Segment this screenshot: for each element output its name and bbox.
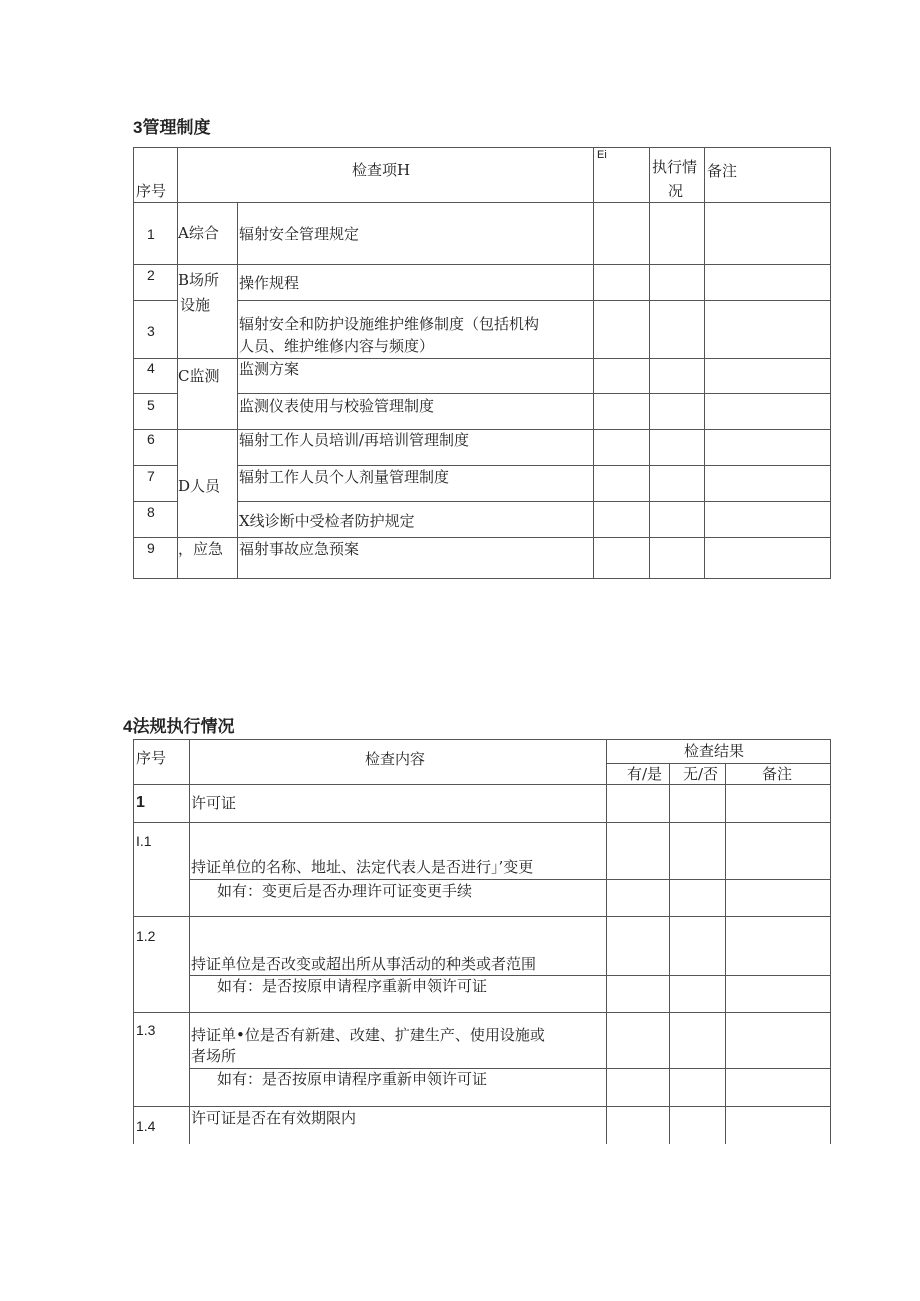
section3-title: 3管理制度 xyxy=(133,118,211,137)
row-text: 辐射安全管理规定 xyxy=(239,225,360,243)
row-text-line2: 者场所 xyxy=(191,1047,237,1065)
row-text-line2: 人员、维护维修内容与频度） xyxy=(239,337,435,355)
row-text: X线诊断中受检者防护规定 xyxy=(239,512,415,530)
row-seq: 1.4 xyxy=(136,1118,156,1134)
category-d: D人员 xyxy=(178,477,221,495)
header-check-content: 检查内容 xyxy=(365,750,426,768)
row-text: 监测仪表使用与校验管理制度 xyxy=(239,397,435,415)
row-seq: 7 xyxy=(147,468,155,484)
header-yes: 有/是 xyxy=(627,765,663,783)
row-text-line1: 辐射安全和防护设施维护维修制度（包括机构 xyxy=(239,315,540,333)
row-text: 持证单位是否改变或超出所从事活动的种类或者范围 xyxy=(191,955,537,973)
category-c: C监测 xyxy=(178,367,220,385)
row-seq: 3 xyxy=(147,323,155,339)
category-a: A综合 xyxy=(178,224,219,242)
row-text: 操作规程 xyxy=(239,274,300,292)
row-text: 辐射工作人员培训/再培训管理制度 xyxy=(239,431,470,449)
row-seq: 1.2 xyxy=(136,928,156,944)
category-b-line1: B场所 xyxy=(178,271,220,289)
row-seq: 8 xyxy=(147,504,155,520)
row-text: 许可证是否在有效期限内 xyxy=(191,1109,357,1127)
row-text-line1: 持证单•位是否有新建、改建、扩建生产、使用设施或 xyxy=(191,1026,545,1044)
header-check-item: 检查项H xyxy=(352,161,411,179)
row-sub: 如有：是否按原申请程序重新申领许可证 xyxy=(217,977,488,995)
category-b-line2: 设施 xyxy=(180,296,211,314)
row-seq: 9 xyxy=(147,540,155,556)
row-seq: 5 xyxy=(147,397,155,413)
header-remark: 备注 xyxy=(762,765,793,783)
header-remark: 备注 xyxy=(707,162,738,180)
row-seq: 2 xyxy=(147,267,155,283)
header-exec-line2: 况 xyxy=(668,182,684,200)
row-sub: 如有：变更后是否办理许可证变更手续 xyxy=(217,882,473,900)
row-text: 持证单位的名称、地址、法定代表人是否进行」’变更 xyxy=(191,858,534,876)
header-col3: Ei xyxy=(597,149,607,161)
row-seq: 1.3 xyxy=(136,1022,156,1038)
row-seq: 1 xyxy=(147,226,155,242)
row-text: 辐射工作人员个人剂量管理制度 xyxy=(239,468,450,486)
row-text: 福射事故应急预案 xyxy=(239,540,360,558)
category-e: ，应急 xyxy=(178,540,224,558)
row-seq: 1 xyxy=(136,794,145,811)
row-sub: 如有：是否按原申请程序重新申领许可证 xyxy=(217,1070,488,1088)
header-seq: 序号 xyxy=(136,749,167,767)
header-no: 无/否 xyxy=(683,765,719,783)
row-text: 监测方案 xyxy=(239,360,300,378)
row-seq: 6 xyxy=(147,431,155,447)
section4-title: 4法规执行情况 xyxy=(123,717,235,736)
header-check-result: 检查结果 xyxy=(684,742,745,760)
row-seq: 4 xyxy=(147,360,155,376)
row-text: 许可证 xyxy=(191,794,237,812)
row-seq: I.1 xyxy=(136,833,152,849)
header-exec-line1: 执行情 xyxy=(652,158,698,176)
header-seq: 序号 xyxy=(136,182,167,200)
